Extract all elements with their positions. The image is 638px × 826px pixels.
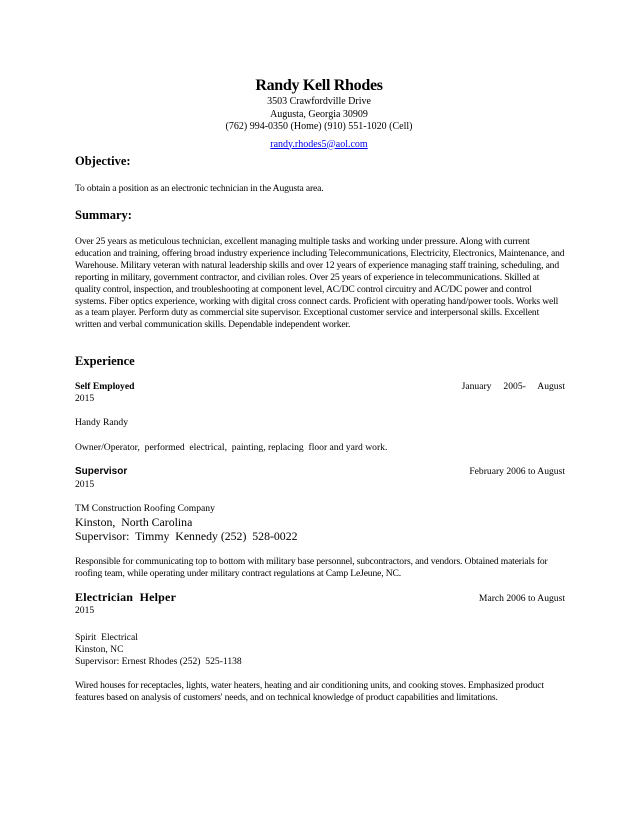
- job-3-header: [75, 591, 565, 607]
- job-1-year: 2015: [75, 393, 95, 404]
- job-2-dates: February 2006 to August: [469, 466, 565, 477]
- job-2-title: Supervisor: [75, 466, 128, 477]
- job-1-title: Self Employed: [75, 381, 135, 392]
- objective-text: To obtain a position as an electronic technician in the Augusta area.: [75, 183, 324, 194]
- address-line-2: Augusta, Georgia 30909: [270, 108, 368, 120]
- job-3-dates: March 2006 to August: [478, 593, 565, 604]
- job-2-supervisor: Supervisor: Timmy Kennedy (252) 528-0022: [75, 529, 298, 543]
- job-2-location: Kinston, North Carolina: [75, 515, 193, 529]
- job-3-supervisor: Supervisor: Ernest Rhodes (252) 525-1138: [75, 656, 242, 667]
- email-link[interactable]: randy.rhodes5@aol.com: [270, 138, 368, 150]
- experience-heading: Experience: [75, 354, 135, 368]
- job-1-dates: January 2005- August: [461, 381, 565, 392]
- job-3-description: Wired houses for receptacles, lights, water heaters, heating and air conditioning units, and cooking stoves. Emphasized product features based on analysis of customers' needs, and on technical knowledge of product capabilities and limitations.: [75, 680, 544, 703]
- job-3-location: Kinston, NC: [75, 644, 124, 655]
- job-3-title: Electrician Helper: [75, 590, 177, 604]
- objective-heading: Objective:: [75, 154, 131, 168]
- job-3-company: Spirit Electrical: [75, 632, 138, 643]
- job-3-year: 2015: [75, 605, 95, 616]
- address-line-1: 3503 Crawfordville Drive: [267, 96, 371, 107]
- phone-line: (762) 994-0350 (Home) (910) 551-1020 (Cell): [225, 121, 413, 132]
- summary-text: Over 25 years as meticulous technician, excellent managing multiple tasks and working under pressure. Along with current education and training, offering broad industry experience including Telecommunications, Electricity, Electronics, Maintenance, and Warehouse. Military veteran with natural leadership skills and over 12 years of experience managing staff training, scheduling, and reporting in military, government contractor, and civilian roles. Over 25 years of experience in telecommunications. Skilled at quality control, inspection, and troubleshooting at component level, AC/DC control circuitry and AC/DC power and control systems. Fiber optics experience, working with digital cross connect cards. Proficient with operating hand/power tools. Works well as a team player. Perform duty as commercial site supervisor. Exceptional customer service and interpersonal skills. Excellent written and verbal communication skills. Dependable independent worker.: [75, 236, 565, 331]
- summary-heading: Summary:: [75, 208, 132, 222]
- applicant-name: Randy Kell Rhodes: [255, 77, 383, 94]
- resume-header: [0, 76, 638, 152]
- job-1-company: Handy Randy: [75, 417, 129, 428]
- job-1-description: Owner/Operator, performed electrical, painting, replacing floor and yard work.: [75, 442, 388, 453]
- job-2-year: 2015: [75, 479, 95, 490]
- job-2-description: Responsible for communicating top to bottom with military base personnel, subcontractors, and vendors. Obtained materials for roofing team, while operating under military contract regulations at Camp LeJeune, NC.: [75, 556, 548, 579]
- job-2-company: TM Construction Roofing Company: [75, 503, 215, 514]
